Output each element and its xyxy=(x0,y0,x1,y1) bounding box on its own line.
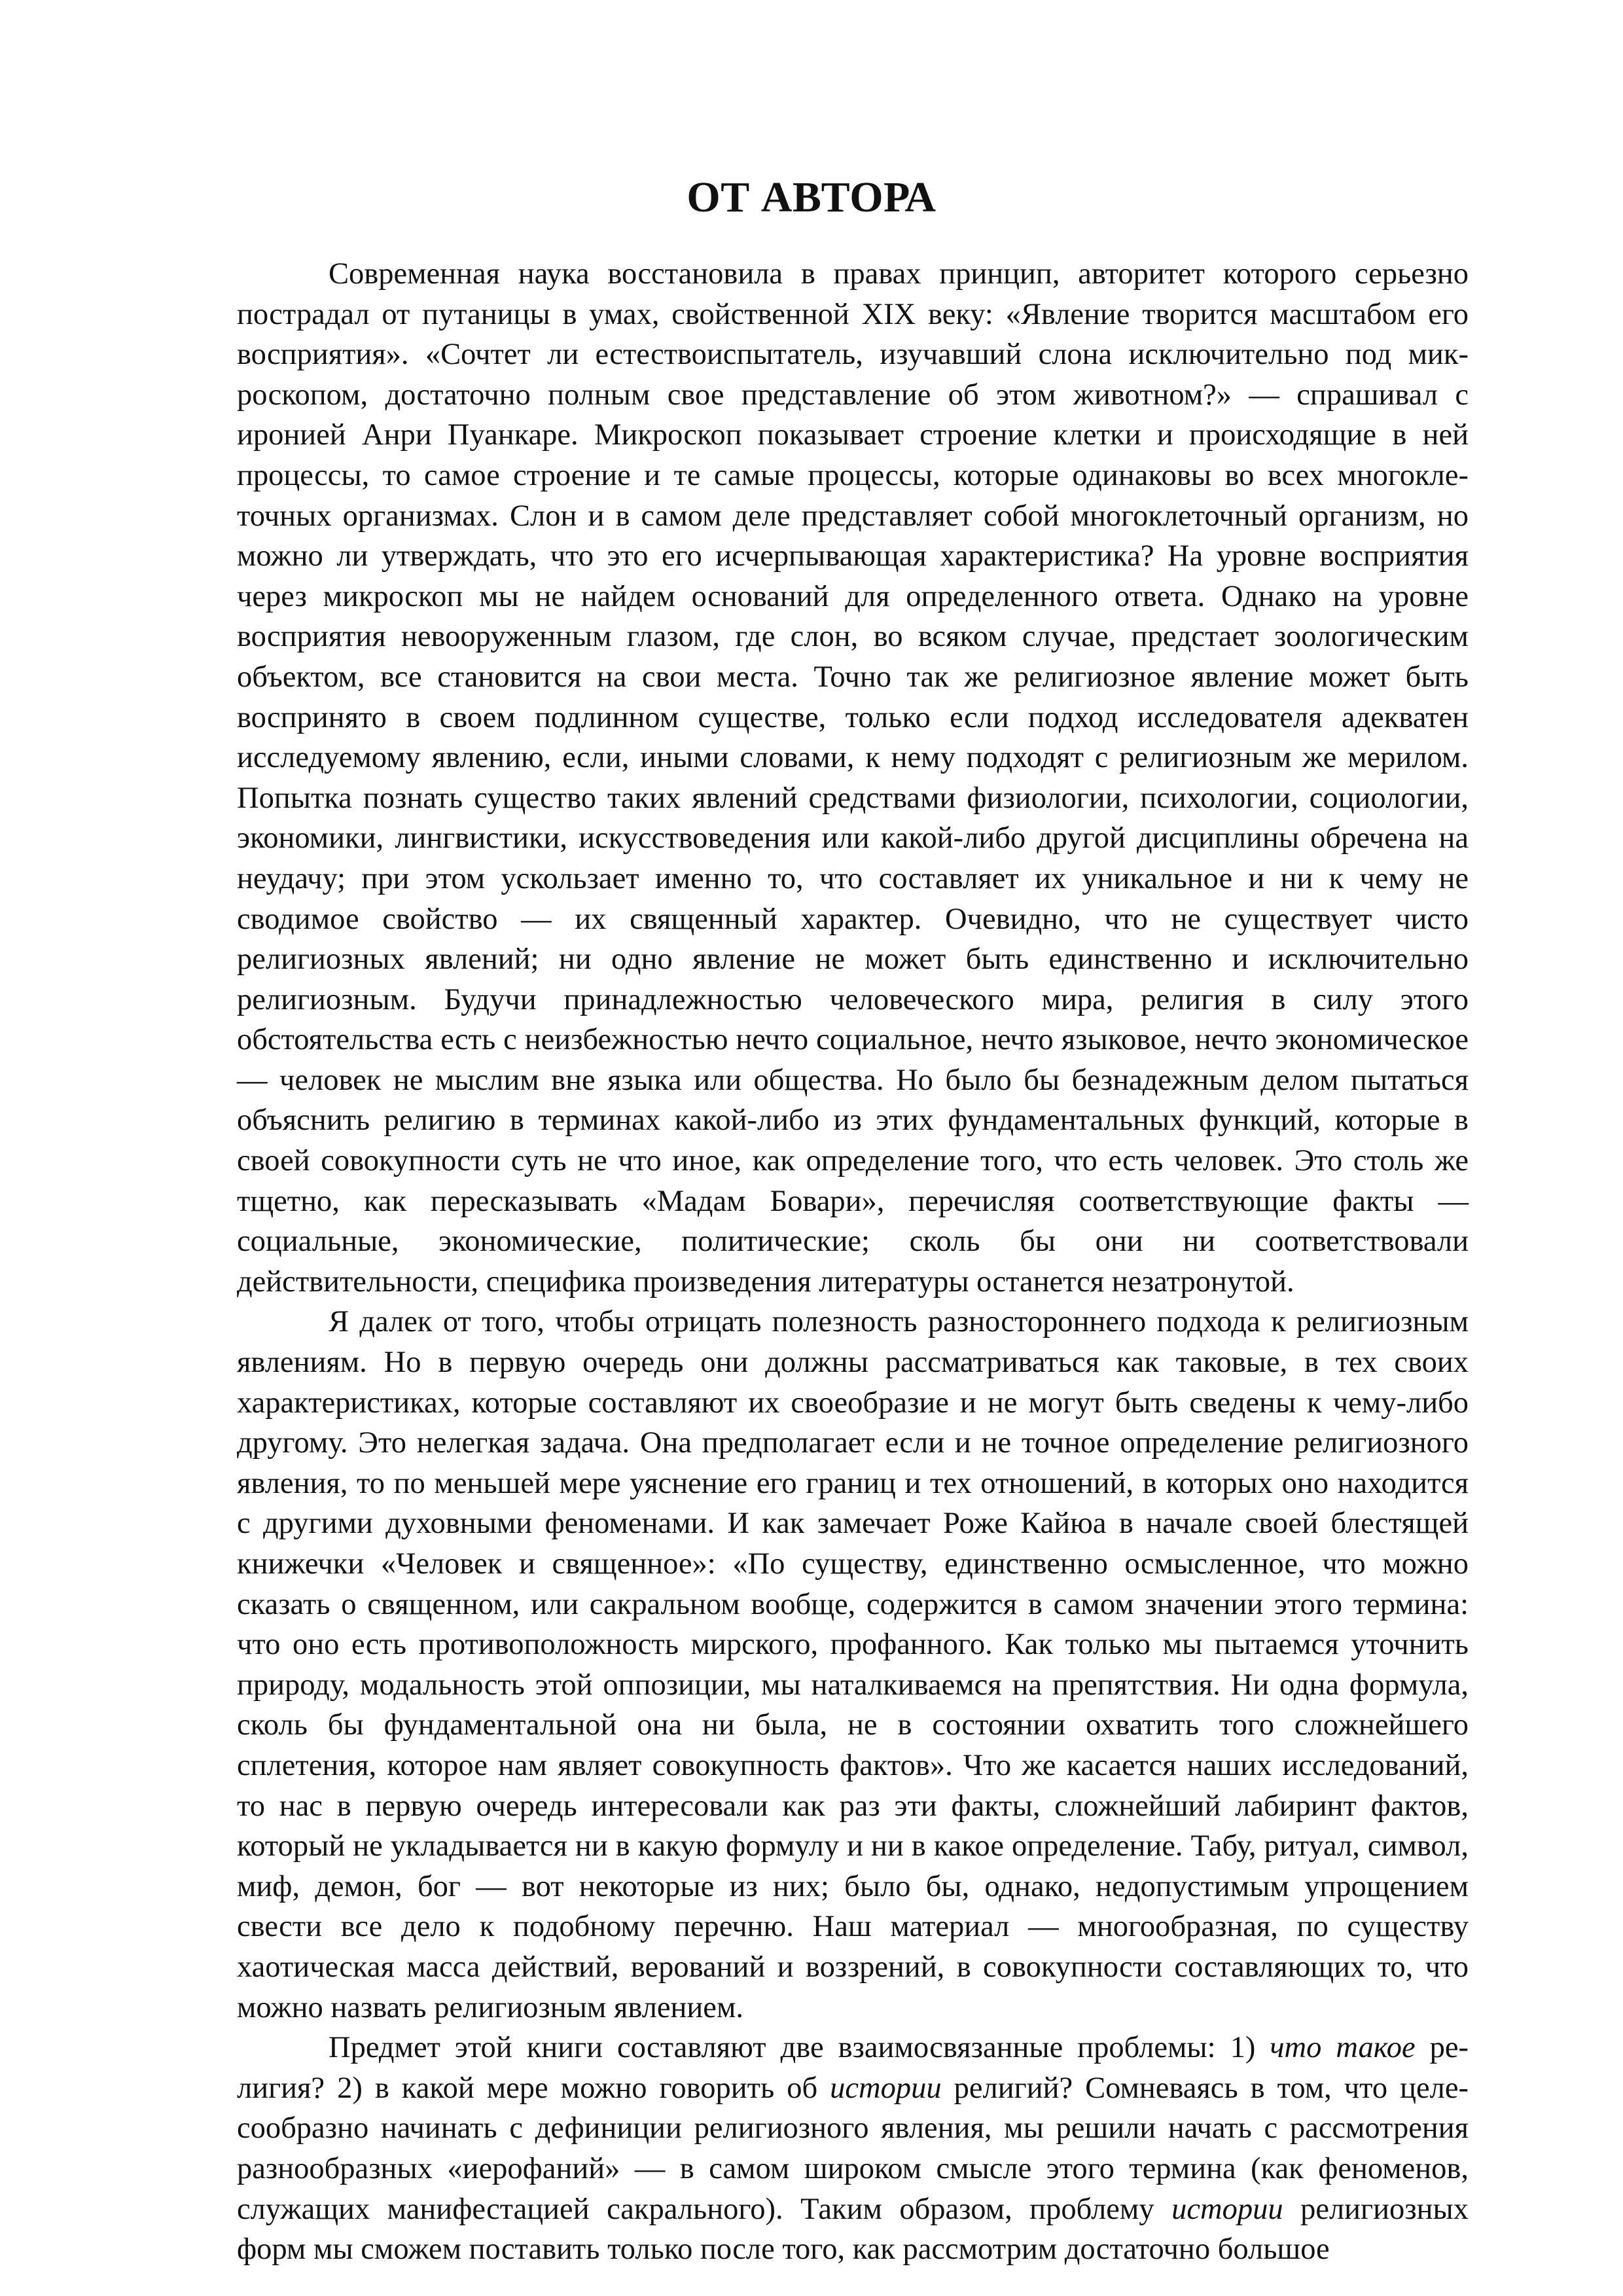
paragraph-3-segment: религия? 2) в какой мере можно говорить об xyxy=(237,2031,1469,2105)
paragraph-3-segment: Предмет этой книги составляют две взаимосвязанные проблемы: 1) xyxy=(329,2031,1270,2065)
paragraph-3-segment: религиозных форм мы сможем поставить только после того, как рассмотрим достаточно большое xyxy=(237,2192,1469,2267)
paragraph-1: Современная наука восстановила в правах принцип, авторитет которого серьезно пострадал от путаницы в умах, свойственной XIX веку: «Явление творится масштабом его восприятия». «Сочтет ли естествоиспытатель, изучавший слона исключительно под микроскопом, достаточно полным свое представление об этом животном?» — спрашивал с иронией Анри Пуанкаре. Микроскоп показывает строение клетки и происходящие в ней процессы, то самое строение и те самые процессы, которые одинаковы во всех многоклеточных организмах. Слон и в самом деле представляет собой многоклеточный организм, но можно ли утверждать, что это его исчерпывающая характеристика? На уровне восприятия через микроскоп мы не найдем оснований для определенного ответа. Однако на уровне восприятия невооруженным глазом, где слон, во всяком случае, предстает зоологическим объектом, все становится на свои места. Точно так же религиозное явление может быть воспринято в своем подлинном существе, только если подход исследователя адекватен исследуемому явлению, если, иными словами, к нему подходят с религиозным же мерилом. Попытка познать существо таких явлений средствами физиологии, психологии, социологии, экономики, лингвистики, искусствоведения или какой-либо другой дисциплины обречена на неудачу; при этом ускользает именно то, что составляет их уникальное и ни к чему не сводимое свойство — их священный характер. Очевидно, что не существует чисто религиозных явлений; ни одно явление не может быть единственно и исключительно религиозным. Будучи принадлежностью человеческого мира, религия в силу этого обстоятельства есть с неизбежностью нечто социальное, нечто языковое, нечто экономическое — человек не мыслим вне языка или общества. Но было бы безнадежным делом пытаться объяснить религию в терминах какой-либо из этих фундаментальных функций, которые в своей совокупности суть не что иное, как определение того, что есть человек. Это столь же тщетно, как пересказывать «Мадам Бовари», перечисляя соответствующие факты — социальные, экономические, политические; сколь бы они ни соответствовали действительности, специфика произведения литературы останется незатронутой. xyxy=(237,257,1469,1299)
paragraph-3-italic-segment: истории xyxy=(1171,2192,1283,2226)
paragraph-2: Я далек от того, чтобы отрицать полезность разностороннего подхода к религиозным явлениям. Но в первую очередь они должны рассматриваться как таковые, в тех своих характеристиках, которые составляют их своеобразие и не могут быть сведены к чему-либо другому. Это нелегкая задача. Она предполагает если и не точное определение религиозного явления, то по меньшей мере уяснение его границ и тех отношений, в которых оно находится с другими духовными феноменами. И как замечает Роже Кайюа в начале своей блестящей книжечки «Человек и священное»: «По существу, единственно осмысленное, что можно сказать о священном, или сакральном вообще, содержится в самом значении этого термина: что оно есть противоположность мирского, профанного. Как только мы пытаемся уточнить природу, модальность этой оппозиции, мы наталкиваемся на препятствия. Ни одна формула, сколь бы фундаментальной она ни была, не в состоянии охватить того сложнейшего сплетения, которое нам являет совокупность фактов». Что же касается наших исследований, то нас в первую очередь интересовали как раз эти факты, сложнейший лабиринт фактов, который не укладывается ни в какую формулу и ни в какое определение. Табу, ритуал, символ, миф, демон, бог — вот некоторые из них; было бы, однако, недопустимым упрощением свести все дело к подобному перечню. Наш материал — многообразная, по существу хаотическая масса действий, верований и воззрений, в совокупности составляющих то, что можно назвать религиозным явлением. xyxy=(237,1305,1469,2024)
paragraph-3-italic-segment: истории xyxy=(830,2071,942,2105)
paragraph-3 xyxy=(237,2028,1469,2270)
paragraph-3-italic-segment: что такое xyxy=(1270,2031,1416,2065)
paragraph-3-segment: религий? Сомневаясь в том, что целесообразно начинать с дефиниции религиозного явления, мы решили начать с рассмотрения разнообразных «иерофаний» — в самом широком смысле этого термина (как феноменов, служащих манифестацией сакрального). Таким образом, проблему xyxy=(237,2071,1469,2226)
body-text xyxy=(237,254,1469,2270)
page-title: ОТ АВТОРА xyxy=(687,173,936,221)
